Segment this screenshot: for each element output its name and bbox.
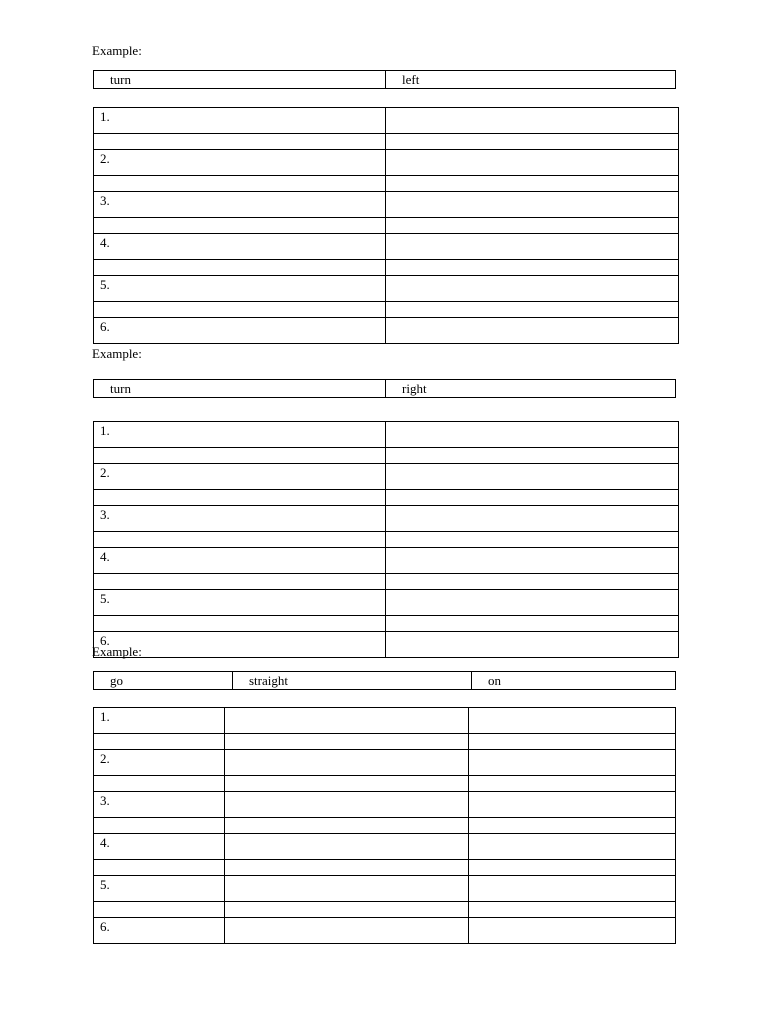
example-label: Example: [92,644,142,659]
answer-table [93,421,679,658]
item-number: 2. [94,150,386,176]
example-word: left [386,71,676,89]
item-number: 2. [94,464,386,490]
example-label: Example: [92,346,142,361]
answer-cell[interactable] [386,590,679,616]
item-number: 5. [94,876,225,902]
example-word: right [386,380,676,398]
item-number: 3. [94,506,386,532]
answer-cell[interactable] [469,792,676,818]
answer-cell[interactable] [94,260,386,276]
answer-cell[interactable] [469,750,676,776]
example-table [93,70,676,89]
item-number: 5. [94,276,386,302]
answer-cell[interactable] [386,318,679,344]
item-number: 5. [94,590,386,616]
example-table [93,379,676,398]
answer-cell[interactable] [386,150,679,176]
answer-cell[interactable] [225,876,469,902]
answer-cell[interactable] [225,776,469,792]
item-number: 3. [94,192,386,218]
answer-cell[interactable] [469,776,676,792]
example-word: on [472,672,676,690]
answer-cell[interactable] [225,918,469,944]
answer-cell[interactable] [94,302,386,318]
answer-cell[interactable] [94,490,386,506]
item-number: 6. [94,632,386,658]
answer-cell[interactable] [94,448,386,464]
answer-cell[interactable] [386,506,679,532]
answer-cell[interactable] [386,490,679,506]
answer-cell[interactable] [386,218,679,234]
item-number: 3. [94,792,225,818]
item-number: 4. [94,234,386,260]
answer-table [93,707,676,944]
answer-cell[interactable] [469,902,676,918]
answer-cell[interactable] [469,708,676,734]
example-word: go [94,672,233,690]
answer-cell[interactable] [94,616,386,632]
answer-cell[interactable] [386,632,679,658]
answer-cell[interactable] [386,548,679,574]
answer-cell[interactable] [225,734,469,750]
item-number: 4. [94,834,225,860]
answer-cell[interactable] [225,750,469,776]
answer-cell[interactable] [94,176,386,192]
answer-cell[interactable] [225,708,469,734]
answer-cell[interactable] [386,176,679,192]
answer-cell[interactable] [94,902,225,918]
answer-cell[interactable] [225,792,469,818]
answer-cell[interactable] [469,876,676,902]
answer-cell[interactable] [469,834,676,860]
example-label: Example: [92,43,142,58]
answer-cell[interactable] [94,776,225,792]
item-number: 6. [94,918,225,944]
example-table [93,671,676,690]
answer-cell[interactable] [469,818,676,834]
answer-cell[interactable] [225,834,469,860]
answer-cell[interactable] [386,532,679,548]
item-number: 2. [94,750,225,776]
answer-cell[interactable] [386,464,679,490]
example-word: straight [233,672,472,690]
example-word: turn [94,71,386,89]
answer-cell[interactable] [469,918,676,944]
item-number: 1. [94,108,386,134]
answer-cell[interactable] [225,860,469,876]
answer-cell[interactable] [225,902,469,918]
answer-cell[interactable] [94,134,386,150]
answer-cell[interactable] [94,574,386,590]
answer-cell[interactable] [386,260,679,276]
answer-cell[interactable] [94,532,386,548]
answer-cell[interactable] [94,818,225,834]
answer-cell[interactable] [469,734,676,750]
item-number: 1. [94,708,225,734]
answer-table [93,107,679,344]
answer-cell[interactable] [386,134,679,150]
answer-cell[interactable] [386,574,679,590]
answer-cell[interactable] [225,818,469,834]
answer-cell[interactable] [386,422,679,448]
answer-cell[interactable] [386,108,679,134]
item-number: 4. [94,548,386,574]
answer-cell[interactable] [94,218,386,234]
item-number: 6. [94,318,386,344]
answer-cell[interactable] [469,860,676,876]
answer-cell[interactable] [386,448,679,464]
answer-cell[interactable] [386,192,679,218]
item-number: 1. [94,422,386,448]
answer-cell[interactable] [94,860,225,876]
answer-cell[interactable] [94,734,225,750]
answer-cell[interactable] [386,616,679,632]
answer-cell[interactable] [386,302,679,318]
answer-cell[interactable] [386,234,679,260]
example-word: turn [94,380,386,398]
answer-cell[interactable] [386,276,679,302]
